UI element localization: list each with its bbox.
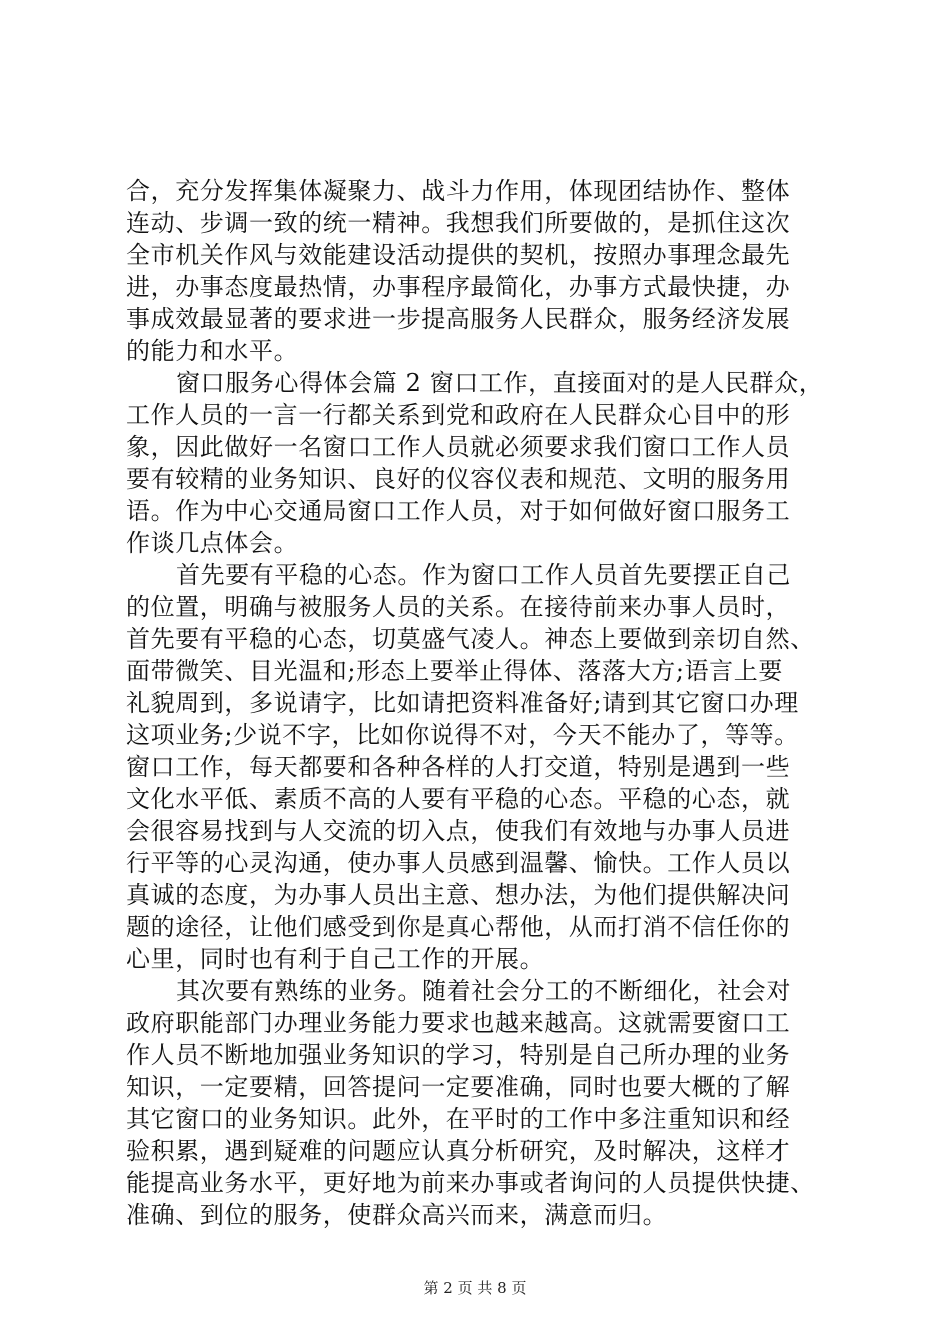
- paragraph-4-line-2: 政府职能部门办理业务能力要求也越来越高。这就需要窗口工: [126, 1009, 791, 1037]
- paragraph-3-line-10: 行平等的心灵沟通，使办事人员感到温馨、愉快。工作人员以: [126, 849, 791, 877]
- paragraph-2-line-1: 窗口服务心得体会篇 2 窗口工作，直接面对的是人民群众，: [176, 369, 824, 397]
- paragraph-2-line-3: 象，因此做好一名窗口工作人员就必须要求我们窗口工作人员: [126, 433, 791, 461]
- paragraph-3-line-13: 心里，同时也有利于自己工作的开展。: [126, 945, 545, 973]
- paragraph-1-line-2: 连动、步调一致的统一精神。我想我们所要做的，是抓住这次: [126, 209, 791, 237]
- paragraph-3-line-3: 首先要有平稳的心态，切莫盛气凌人。神态上要做到亲切自然、: [126, 625, 815, 653]
- paragraph-4-line-3: 作人员不断地加强业务知识的学习，特别是自己所办理的业务: [126, 1041, 791, 1069]
- paragraph-4-line-4: 知识，一定要精，回答提问一定要准确，同时也要大概的了解: [126, 1073, 791, 1101]
- page-number-footer: 第 2 页 共 8 页: [423, 1279, 527, 1297]
- paragraph-1-line-1: 合，充分发挥集体凝聚力、战斗力作用，体现团结协作、整体: [126, 177, 791, 205]
- paragraph-3-line-11: 真诚的态度，为办事人员出主意、想办法，为他们提供解决问: [126, 881, 791, 909]
- paragraph-4-line-8: 准确、到位的服务，使群众高兴而来，满意而归。: [126, 1201, 668, 1229]
- paragraph-4-line-6: 验积累，遇到疑难的问题应认真分析研究，及时解决，这样才: [126, 1137, 791, 1165]
- paragraph-3-line-8: 文化水平低、素质不高的人要有平稳的心态。平稳的心态，就: [126, 785, 791, 813]
- paragraph-3-line-1: 首先要有平稳的心态。作为窗口工作人员首先要摆正自己: [176, 561, 791, 589]
- paragraph-2-line-5: 语。作为中心交通局窗口工作人员，对于如何做好窗口服务工: [126, 497, 791, 525]
- paragraph-3-line-12: 题的途径，让他们感受到你是真心帮他，从而打消不信任你的: [126, 913, 791, 941]
- paragraph-1-line-6: 的能力和水平。: [126, 337, 299, 365]
- paragraph-4-line-1: 其次要有熟练的业务。随着社会分工的不断细化，社会对: [176, 977, 791, 1005]
- paragraph-1-line-5: 事成效最显著的要求进一步提高服务人民群众，服务经济发展: [126, 305, 791, 333]
- paragraph-3-line-2: 的位置，明确与被服务人员的关系。在接待前来办事人员时，: [126, 593, 791, 621]
- paragraph-2-line-6: 作谈几点体会。: [126, 529, 299, 557]
- paragraph-4-line-7: 能提高业务水平，更好地为前来办事或者询问的人员提供快捷、: [126, 1169, 815, 1197]
- paragraph-3-line-5: 礼貌周到，多说请字，比如请把资料准备好;请到其它窗口办理: [126, 689, 799, 717]
- paragraph-1-line-3: 全市机关作风与效能建设活动提供的契机，按照办事理念最先: [126, 241, 791, 269]
- paragraph-3-line-7: 窗口工作，每天都要和各种各样的人打交道，特别是遇到一些: [126, 753, 791, 781]
- paragraph-2-line-4: 要有较精的业务知识、良好的仪容仪表和规范、文明的服务用: [126, 465, 791, 493]
- paragraph-4-line-5: 其它窗口的业务知识。此外，在平时的工作中多注重知识和经: [126, 1105, 791, 1133]
- paragraph-1-line-4: 进，办事态度最热情，办事程序最简化，办事方式最快捷，办: [126, 273, 791, 301]
- paragraph-3-line-4: 面带微笑、目光温和;形态上要举止得体、落落大方;语言上要: [126, 657, 783, 685]
- paragraph-2-line-2: 工作人员的一言一行都关系到党和政府在人民群众心目中的形: [126, 401, 791, 429]
- paragraph-3-line-6: 这项业务;少说不字，比如你说得不对，今天不能办了，等等。: [126, 721, 799, 749]
- paragraph-3-line-9: 会很容易找到与人交流的切入点，使我们有效地与办事人员进: [126, 817, 791, 845]
